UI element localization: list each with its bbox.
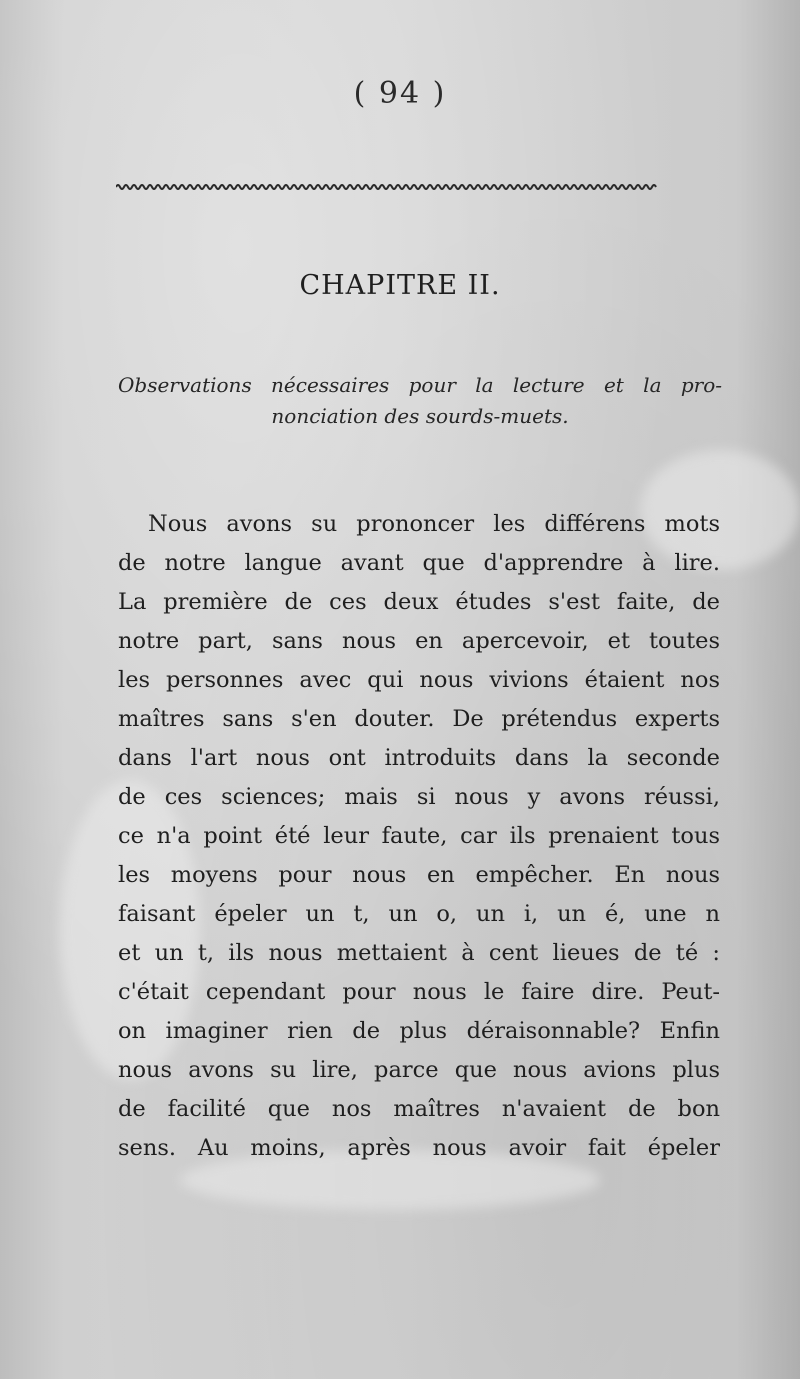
text-line: sens. Au moins, après nous avoir fait épeler	[118, 1135, 720, 1161]
text-line: de ces sciences; mais si nous y avons réussi,	[118, 784, 720, 810]
text-line: maîtres sans s'en douter. De prétendus experts	[118, 706, 720, 732]
page-number: ( 94 )	[353, 76, 447, 111]
text-line: les personnes avec qui nous vivions étaient nos	[118, 667, 720, 693]
text-line: faisant épeler un t, un o, un i, un é, une n	[118, 901, 720, 927]
body-paragraph	[118, 505, 720, 1168]
subtitle-line: Observations nécessaires pour la lecture et la pro-	[118, 373, 722, 397]
text-line: nous avons su lire, parce que nous avions plus	[118, 1057, 720, 1083]
chapter-title: CHAPITRE II.	[299, 270, 501, 301]
chapter-subtitle	[118, 370, 722, 432]
text-line: de facilité que nos maîtres n'avaient de bon	[118, 1096, 720, 1122]
ornamental-rule	[116, 183, 716, 191]
subtitle-line: nonciation des sourds-muets.	[271, 404, 569, 428]
text-line: dans l'art nous ont introduits dans la seconde	[118, 745, 720, 771]
text-line: de notre langue avant que d'apprendre à lire.	[118, 550, 720, 576]
text-line: notre part, sans nous en apercevoir, et toutes	[118, 628, 720, 654]
text-line: c'était cependant pour nous le faire dire. Peut-	[118, 979, 720, 1005]
text-line: Nous avons su prononcer les différens mots	[148, 511, 720, 537]
text-line: ce n'a point été leur faute, car ils prenaient tous	[118, 823, 720, 849]
text-line: et un t, ils nous mettaient à cent lieues de té :	[118, 940, 720, 966]
text-line: on imaginer rien de plus déraisonnable? Enfin	[118, 1018, 720, 1044]
text-line: les moyens pour nous en empêcher. En nous	[118, 862, 720, 888]
text-line: La première de ces deux études s'est faite, de	[118, 589, 720, 615]
